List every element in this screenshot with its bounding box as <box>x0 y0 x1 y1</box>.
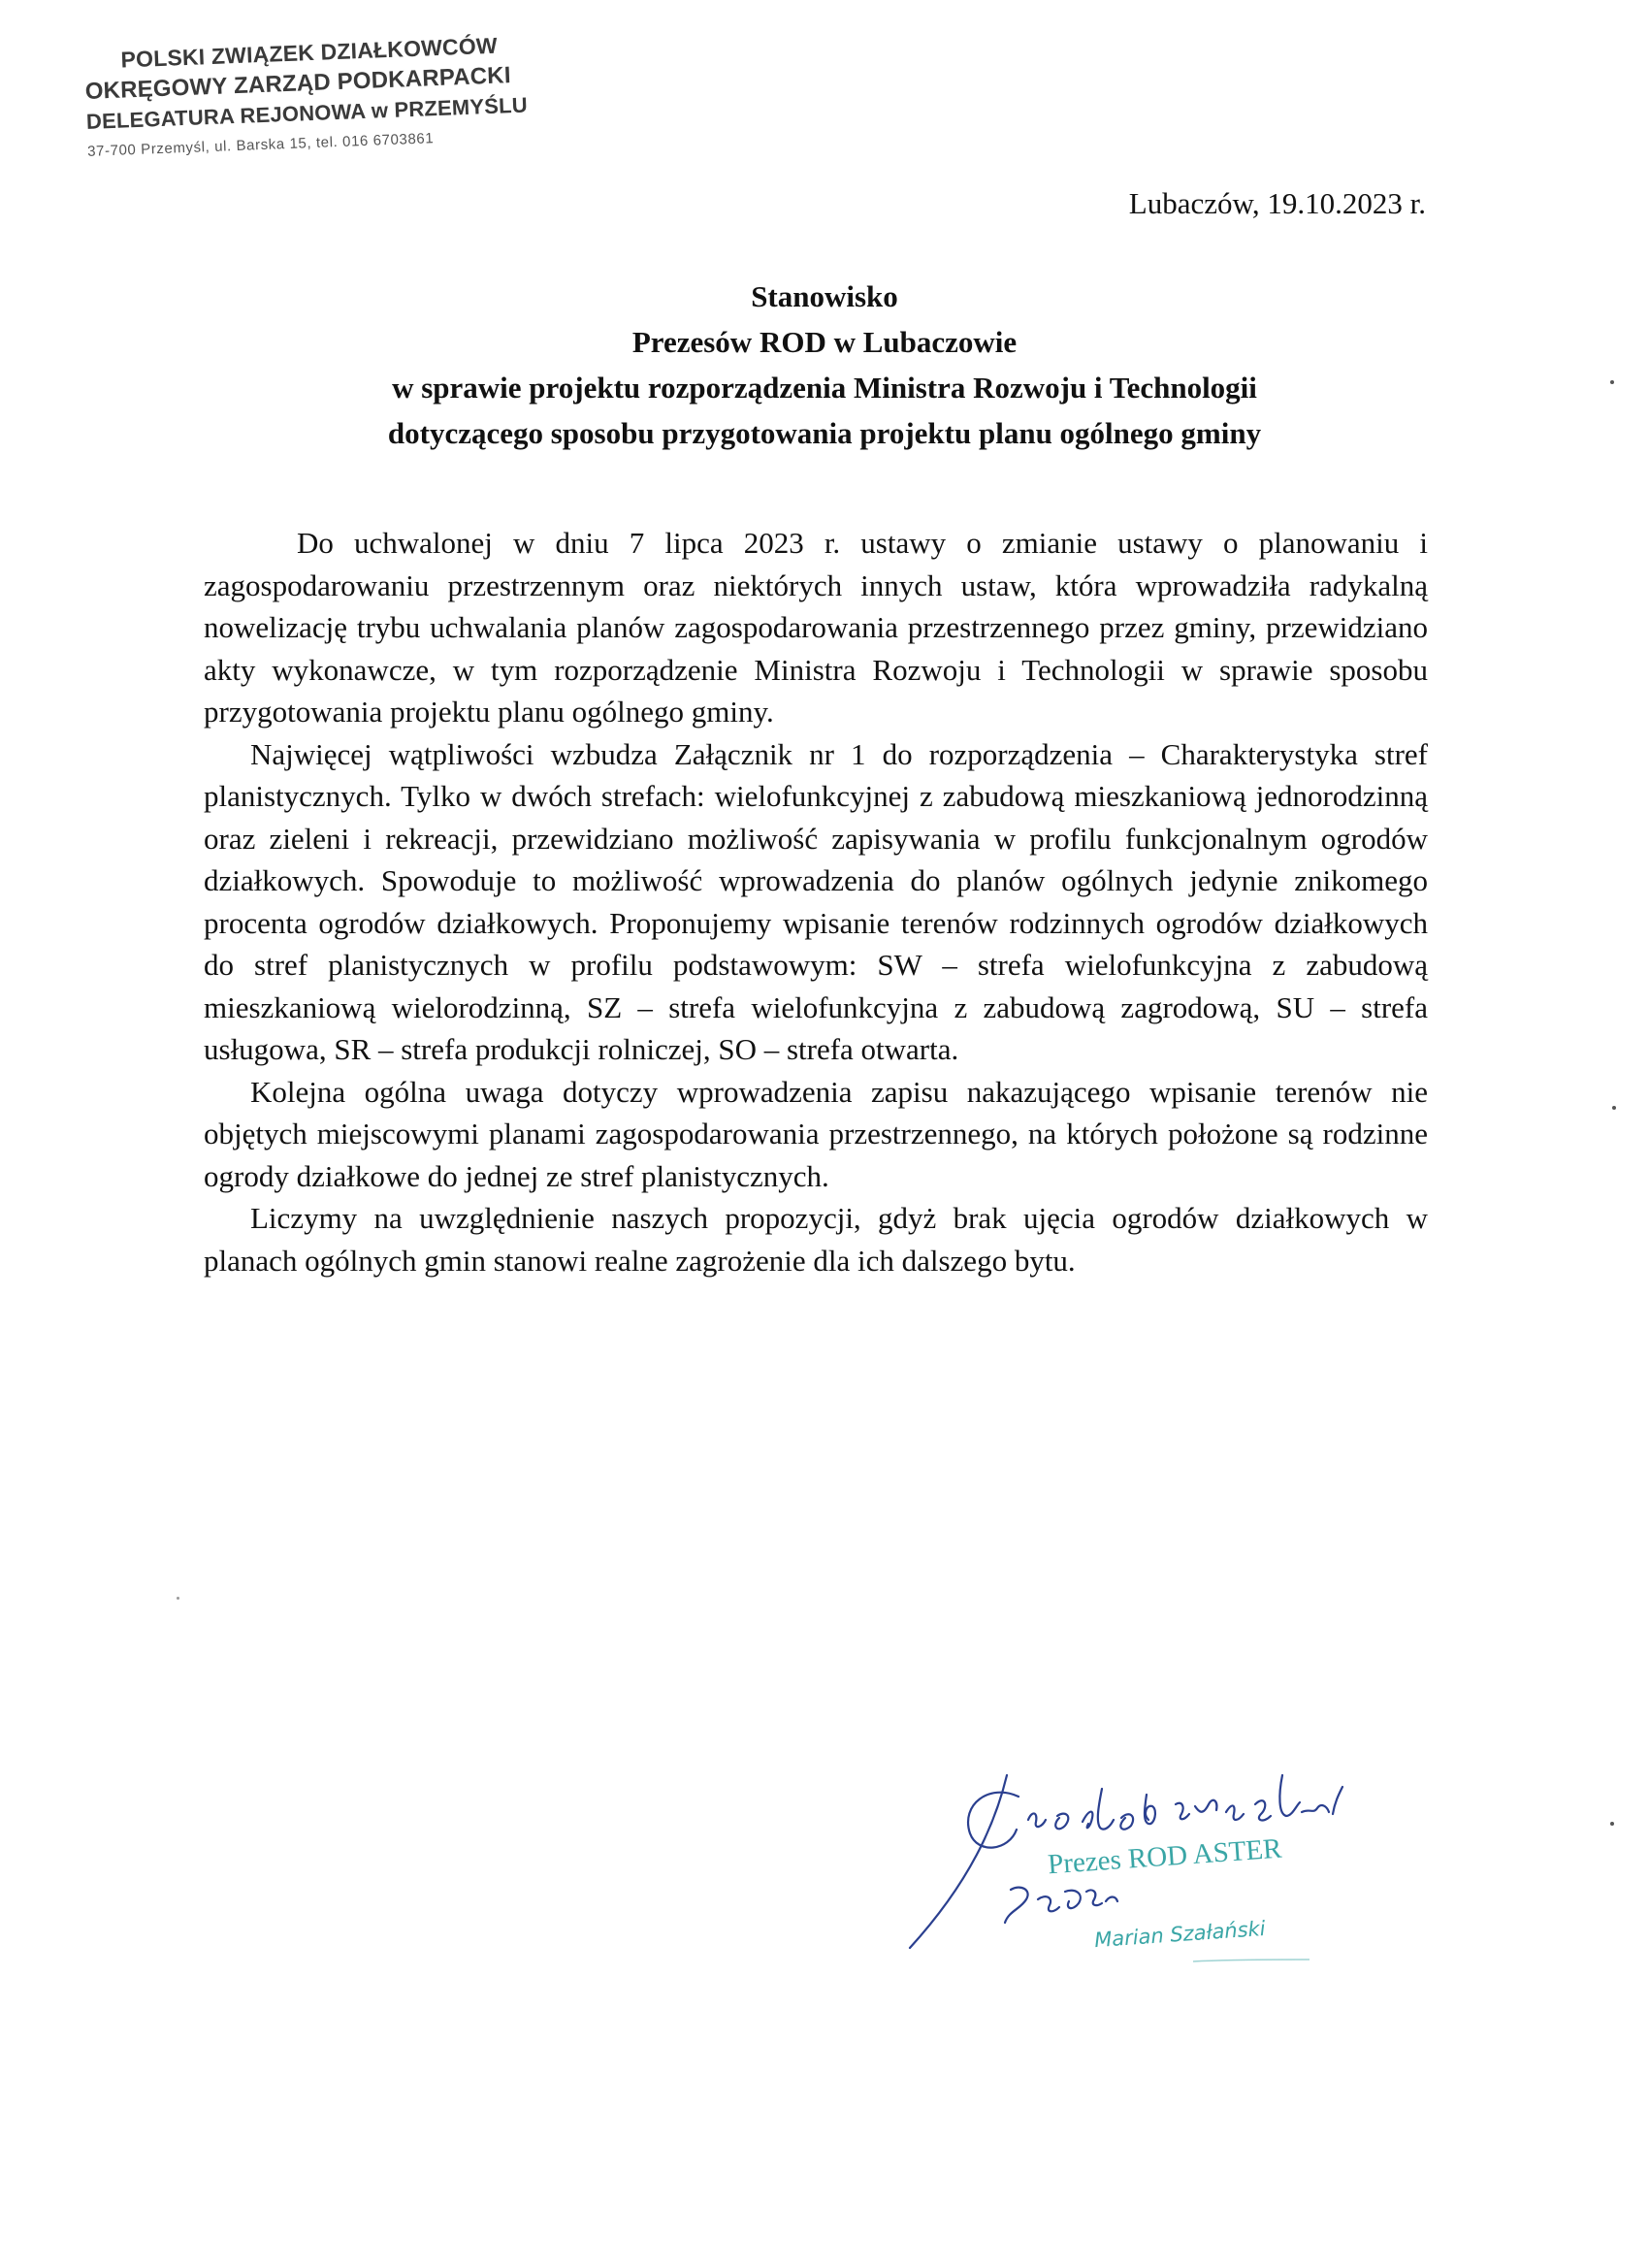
paragraph: Kolejna ogólna uwaga dotyczy wprowadzenia zapisu nakazującego wpisanie terenów nie objętych miejscowymi planami zagospodarowania przestrzennego, na których położone są rodzinne ogrody działkowe do jednej ze stref planistycznych. <box>204 1074 1428 1193</box>
signature-role: Prezes ROD ASTER <box>1047 1832 1283 1881</box>
title-line-4: dotyczącego sposobu przygotowania projektu planu ogólnego gminy <box>387 416 1262 450</box>
document-title <box>194 274 1455 456</box>
stamp-line-district-board: OKRĘGOWY ZARZĄD PODKARPACKI <box>84 62 512 105</box>
stamp-line-organization: POLSKI ZWIĄZEK DZIAŁKOWCÓW <box>120 32 499 73</box>
scan-speck <box>1612 1106 1616 1110</box>
signature-block <box>902 1736 1445 2008</box>
stamp-line-address: 37-700 Przemyśl, ul. Barska 15, tel. 016 6703861 <box>86 130 435 160</box>
paragraph: Najwięcej wątpliwości wzbudza Załącznik nr 1 do rozporządzenia – Charakterystyka stref planistycznych. Tylko w dwóch strefach: wielofunkcyjnej z zabudową mieszkaniową jednorodzinną oraz zieleni i rekreacji, przewidziano możliwość zapisywania w profilu funkcjonalnym ogrodów działkowych. Spowoduje to możliwość wprowadzenia do planów ogólnych jedynie znikomego procenta ogrodów działkowych. Proponujemy wpisanie terenów rodzinnych ogrodów działkowych do stref planistycznych w profilu podstawowym: SW – strefa wielofunkcyjna z zabudową mieszkaniową wielorodzinną, SZ – strefa wielofunkcyjna z zabudową zagrodową, SU – strefa usługowa, SR – strefa produkcji rolniczej, SO – strefa otwarta. <box>204 736 1428 1066</box>
scan-speck <box>1610 1822 1614 1826</box>
signature-name: Marian Szałański <box>1093 1916 1267 1953</box>
title-line-1: Stanowisko <box>751 279 898 313</box>
paragraph: Liczymy na uwzględnienie naszych propozycji, gdyż brak ujęcia ogrodów działkowych w planach ogólnych gmin stanowi realne zagrożenie dla ich dalszego bytu. <box>204 1201 1428 1278</box>
scan-speck <box>177 1597 179 1600</box>
title-line-3: w sprawie projektu rozporządzenia Ministra Rozwoju i Technologii <box>392 371 1257 405</box>
organization-stamp <box>83 29 543 167</box>
document-body <box>204 522 1428 1281</box>
stamp-line-delegation: DELEGATURA REJONOWA w PRZEMYŚLU <box>85 92 529 134</box>
paragraph: Do uchwalonej w dniu 7 lipca 2023 r. ustawy o zmianie ustawy o planowaniu i zagospodarowaniu przestrzennym oraz niektórych innych ustaw, która wprowadziła radykalną nowelizację trybu uchwalania planów zagospodarowania przestrzennego przez gminy, przewidziano akty wykonawcze, w tym rozporządzenie Ministra Rozwoju i Technologii w sprawie sposobu przygotowania projektu planu ogólnego gminy. <box>204 526 1428 729</box>
document-date: Lubaczów, 19.10.2023 r. <box>1128 186 1426 220</box>
title-line-2: Prezesów ROD w Lubaczowie <box>631 325 1018 359</box>
scan-speck <box>1610 380 1614 384</box>
